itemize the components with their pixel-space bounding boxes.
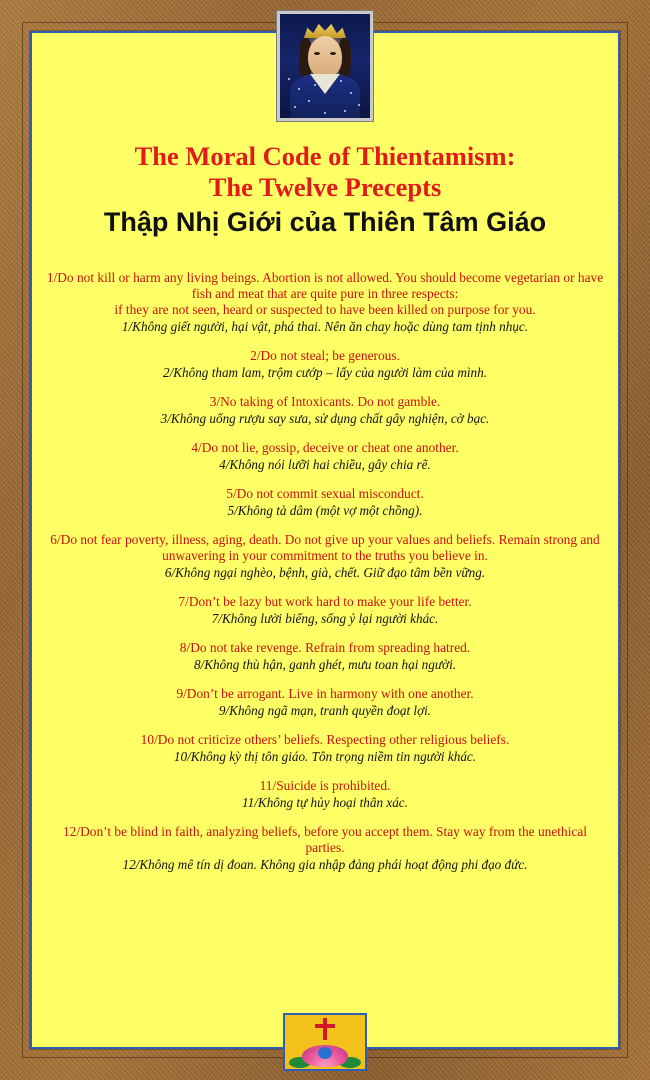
precept-english: 8/Do not take revenge. Refrain from spreading hatred.	[179, 640, 471, 655]
precept-item	[46, 686, 604, 719]
precept-vietnamese: 10/Không kỳ thị tôn giáo. Tôn trọng niềm tin người khác.	[173, 749, 477, 764]
precept-english: 5/Do not commit sexual misconduct.	[226, 486, 424, 501]
precept-vietnamese: 7/Không lười biếng, sống ỷ lại người khác.	[211, 611, 439, 626]
precept-english: 4/Do not lie, gossip, deceive or cheat one another.	[191, 440, 459, 455]
precept-item	[46, 394, 604, 427]
precept-item	[46, 440, 604, 473]
page-title-english-line1: The Moral Code of Thientamism:	[134, 141, 516, 171]
precept-vietnamese: 1/Không giết người, hại vật, phá thai. Nên ăn chay hoặc dùng tam tịnh nhục.	[121, 319, 529, 334]
lotus-center	[318, 1047, 332, 1059]
eye-left	[314, 52, 320, 55]
precept-english: 12/Don’t be blind in faith, analyzing beliefs, before you accept them. Stay way from the unethical parties.	[62, 824, 588, 855]
precept-english: 6/Do not fear poverty, illness, aging, death. Do not give up your values and beliefs. Remain strong and unwavering in your commitment to the truths you believe in.	[50, 532, 600, 563]
precept-english: 9/Don’t be arrogant. Live in harmony with one another.	[176, 686, 474, 701]
cross-vertical	[323, 1018, 327, 1040]
page-title-vietnamese: Thập Nhị Giới của Thiên Tâm Giáo	[103, 207, 547, 237]
precept-item	[46, 486, 604, 519]
precept-english: 3/No taking of Intoxicants. Do not gamble.	[209, 394, 441, 409]
page-title-english-line2: The Twelve Precepts	[208, 172, 442, 202]
eye-right	[330, 52, 336, 55]
precept-vietnamese: 6/Không ngại nghèo, bệnh, già, chết. Giữ đạo tâm bền vững.	[164, 565, 486, 580]
precept-vietnamese: 12/Không mê tín dị đoan. Không gia nhập đảng phái hoạt động phi đạo đức.	[122, 857, 528, 872]
precept-english: 1/Do not kill or harm any living beings. Abortion is not allowed. You should become vegetarian or have fish and meat that are quite pure in three respects: if they are not seen, heard or suspected to have been killed on purpose for you.	[46, 270, 604, 317]
precept-item	[46, 824, 604, 873]
precept-vietnamese: 8/Không thù hận, ganh ghét, mưu toan hại người.	[193, 657, 457, 672]
cross-and-lotus-icon	[285, 1015, 365, 1069]
precept-english: 7/Don’t be lazy but work hard to make your life better.	[178, 594, 472, 609]
content-panel	[30, 31, 620, 1049]
emblem-frame	[283, 1013, 367, 1071]
precept-vietnamese: 4/Không nói lưỡi hai chiều, gây chia rẽ.	[219, 457, 431, 472]
precept-english: 2/Do not steal; be generous.	[250, 348, 400, 363]
precept-item	[46, 348, 604, 381]
precept-list	[46, 270, 604, 886]
precept-item	[46, 732, 604, 765]
cross-horizontal	[315, 1024, 335, 1028]
deity-portrait-icon	[280, 14, 370, 118]
deity-portrait-frame	[276, 10, 374, 122]
precept-item	[46, 640, 604, 673]
precept-item	[46, 594, 604, 627]
precept-item	[46, 532, 604, 581]
title-block	[32, 141, 618, 240]
precept-vietnamese: 5/Không tà dâm (một vợ một chồng).	[227, 503, 423, 518]
precept-vietnamese: 11/Không tự hủy hoại thân xác.	[242, 795, 408, 810]
precept-item	[46, 778, 604, 811]
precept-english: 11/Suicide is prohibited.	[259, 778, 391, 793]
sparkle-dots	[280, 72, 370, 118]
precept-item	[46, 270, 604, 335]
precept-vietnamese: 2/Không tham lam, trộm cướp – lấy của người làm của mình.	[162, 365, 488, 380]
precept-vietnamese: 3/Không uống rượu say sưa, sử dụng chất gây nghiện, cờ bạc.	[160, 411, 490, 426]
precept-vietnamese: 9/Không ngã mạn, tranh quyền đoạt lợi.	[218, 703, 432, 718]
precept-english: 10/Do not criticize others’ beliefs. Respecting other religious beliefs.	[140, 732, 510, 747]
